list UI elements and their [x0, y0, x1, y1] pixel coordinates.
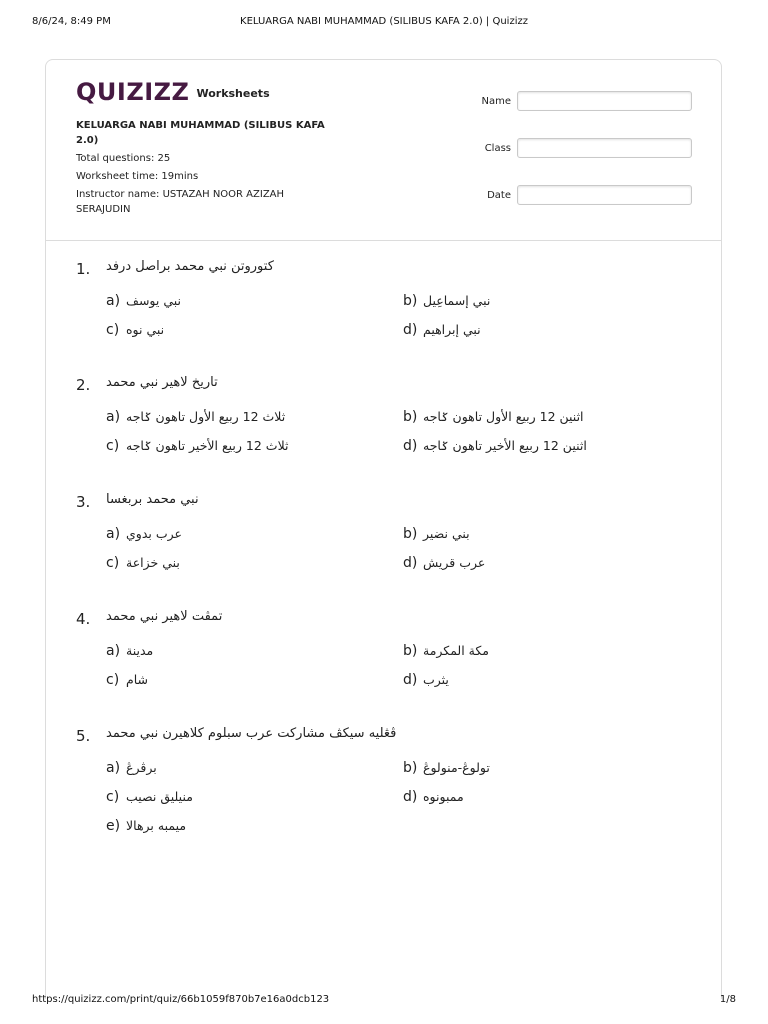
option-a[interactable]: a) ثلاث 12 ربيع الأول تاهون ݢاجه	[106, 409, 286, 425]
option-c[interactable]: c) ثلاث 12 ربيع الأخير تاهون ݢاجه	[106, 438, 289, 454]
worksheet-header	[46, 60, 721, 241]
print-page-title: KELUARGA NABI MUHAMMAD (SILIBUS KAFA 2.0) | Quizizz	[240, 16, 528, 27]
instructor-name: Instructor name: USTAZAH NOOR AZIZAH SERAJUDIN	[76, 189, 285, 215]
option-c[interactable]: c) بني خزاعة	[106, 555, 180, 571]
option-a[interactable]: a) برڤرڠ	[106, 760, 157, 776]
question-text: كتوروتن نبي محمد براصل درفد	[106, 259, 274, 274]
page-number: 1/8	[719, 994, 736, 1005]
option-a[interactable]: a) نبي يوسف	[106, 293, 181, 309]
option-b[interactable]: b) نبي إسماعِيل	[403, 293, 491, 309]
option-e[interactable]: e) ميمبه برهالا	[106, 818, 187, 834]
question-number: 3.	[76, 493, 91, 511]
print-footer	[0, 994, 768, 1014]
question-number: 5.	[76, 727, 91, 745]
print-url: https://quizizz.com/print/quiz/66b1059f870b7e16a0dcb123	[32, 994, 330, 1005]
quizizz-logo: QUIZIZZ	[76, 78, 190, 106]
brand-subtitle: Worksheets	[196, 86, 270, 100]
class-label: Class	[484, 143, 511, 154]
date-field-group	[466, 185, 696, 207]
worksheet-card	[45, 59, 722, 999]
worksheet-meta	[76, 118, 326, 220]
question-number: 4.	[76, 610, 91, 628]
question-number: 1.	[76, 260, 91, 278]
brand	[76, 78, 270, 106]
option-d[interactable]: d) نبي إبراهيم	[403, 322, 481, 338]
print-datetime: 8/6/24, 8:49 PM	[32, 16, 111, 27]
worksheet-time: Worksheet time: 19mins	[76, 171, 199, 182]
print-header	[0, 0, 768, 40]
question-text: نبي محمد بربغسا	[106, 492, 199, 507]
option-a[interactable]: a) عرب بدوي	[106, 526, 182, 542]
option-b[interactable]: b) اثنين 12 ربيع الأول تاهون ݢاجه	[403, 409, 584, 425]
option-c[interactable]: c) شام	[106, 672, 149, 688]
option-b[interactable]: b) مكة المكرمة	[403, 643, 489, 659]
question-number: 2.	[76, 376, 91, 394]
question-text: تمڤت لاهير نبي محمد	[106, 609, 223, 624]
class-field[interactable]	[517, 138, 692, 158]
name-field-group	[466, 91, 696, 113]
date-label: Date	[487, 190, 511, 201]
option-b[interactable]: b) بني نضير	[403, 526, 470, 542]
option-d[interactable]: d) ممبونوه	[403, 789, 464, 805]
question-text: تاريخ لاهير نبي محمد	[106, 375, 218, 390]
option-c[interactable]: c) منيليق نصيب	[106, 789, 193, 805]
question-text: ڤڠليه سيكڤ مشاركت عرب سبلوم كلاهيرن نبي محمد	[106, 726, 397, 741]
class-field-group	[466, 138, 696, 160]
date-field[interactable]	[517, 185, 692, 205]
option-d[interactable]: d) عرب قريش	[403, 555, 486, 571]
option-d[interactable]: d) اثنين 12 ربيع الأخير تاهون ݢاجه	[403, 438, 587, 454]
total-questions: Total questions: 25	[76, 153, 171, 164]
name-label: Name	[481, 96, 511, 107]
option-c[interactable]: c) نبي نوه	[106, 322, 165, 338]
option-d[interactable]: d) يثرب	[403, 672, 449, 688]
name-field[interactable]	[517, 91, 692, 111]
option-b[interactable]: b) تولوڠ-منولوڠ	[403, 760, 490, 776]
worksheet-title: KELUARGA NABI MUHAMMAD (SILIBUS KAFA 2.0)	[76, 120, 325, 146]
option-a[interactable]: a) مدينة	[106, 643, 154, 659]
